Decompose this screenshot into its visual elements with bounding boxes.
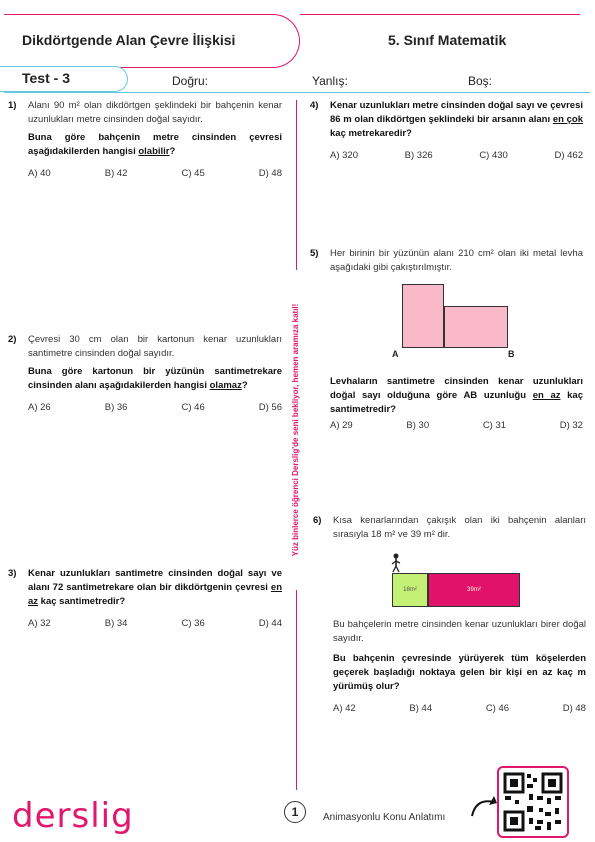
question-1 [8,99,282,181]
question-5 [310,247,583,275]
question-ask: Kenar uzunlukları santimetre cinsinden doğal sayı ve alanı 72 santimetrekare olan bir dikdörtgenin çevresi en az kaç santimetredir? [28,568,282,607]
option-c[interactable]: C) 36 [181,618,205,629]
question-intro: Çevresi 30 cm olan bir kartonun kenar uzunlukları santimetre cinsinden doğal sayıdır. [28,334,282,359]
question-ask: Buna göre bahçenin metre cinsinden çevresi aşağıdakilerden hangisi olabilir? [28,132,282,157]
metal-plates-figure [392,282,522,362]
option-c[interactable]: C) 46 [485,703,510,714]
question-intro: Her birinin bir yüzünün alanı 210 cm² olan iki metal levha aşağıdaki gibi çakıştırılmıştır. [330,248,583,273]
qr-code[interactable] [497,766,569,838]
option-d[interactable]: D) 56 [258,402,282,413]
answer-options [330,419,583,433]
question-intro: Alanı 90 m² olan dikdörtgen şeklindeki bir bahçenin kenar uzunlukları metre cinsinden doğal sayıdır. [28,100,282,125]
option-c[interactable]: C) 31 [482,420,507,431]
option-c[interactable]: C) 430 [479,150,508,161]
option-d[interactable]: D) 44 [258,618,282,629]
option-b[interactable]: B) 326 [404,150,433,161]
option-a[interactable]: A) 42 [333,703,356,714]
subject-title: 5. Sınıf Matematik [388,32,507,48]
question-ask: Buna göre kartonun bir yüzünün santimetrekare cinsinden alanı aşağıdakilerden hangisi olamaz? [28,366,282,391]
answer-options [333,702,586,716]
question-number: 5) [310,248,319,259]
question-6 [313,514,586,542]
option-a[interactable]: A) 29 [330,420,353,431]
question-number: 3) [8,568,17,579]
option-a[interactable]: A) 320 [330,150,358,161]
question-ask: Kenar uzunlukları metre cinsinden doğal sayı ve çevresi 86 m olan dikdörtgen şeklindeki bir arsanın alanı en çok kaç metrekaredir? [330,100,583,139]
point-a-label: A [392,349,399,359]
question-2 [8,333,282,415]
garden-large: 39m² [428,573,520,607]
animation-link[interactable]: Animasyonlu Konu Anlatımı [323,812,446,823]
page-title: Dikdörtgende Alan Çevre İlişkisi [22,32,236,48]
gardens-figure [390,553,525,613]
option-d[interactable]: D) 48 [258,168,282,179]
correct-label: Doğru: [172,74,209,88]
option-b[interactable]: B) 30 [406,420,430,431]
answer-options [330,149,583,163]
header-line [300,14,580,15]
question-3 [8,567,282,631]
option-b[interactable]: B) 36 [104,402,128,413]
walking-person-icon [390,553,402,573]
question-4 [310,99,583,163]
question-number: 6) [313,515,322,526]
question-intro-2: Bu bahçelerin metre cinsinden kenar uzunlukları birer doğal sayıdır. [333,619,586,644]
curved-arrow-icon [470,794,498,818]
qr-code-icon [499,768,567,836]
question-ask: Levhaların santimetre cinsinden kenar uzunlukları doğal sayı olduğuna göre AB uzunluğu en az kaç santimetredir? [330,376,583,415]
test-label: Test - 3 [22,70,70,86]
answer-options [28,617,282,631]
question-number: 1) [8,100,17,111]
score-line [4,92,590,93]
blank-label: Boş: [468,74,493,88]
question-ask: Bu bahçenin çevresinde yürüyerek tüm köşelerden geçerek başladığı noktaya gelen bir kişi en az kaç m yürümüş olur? [333,653,586,692]
option-a[interactable]: A) 40 [28,168,51,179]
plate-wide [444,306,508,348]
option-d[interactable]: D) 48 [562,703,586,714]
answer-options [28,167,282,181]
option-b[interactable]: B) 44 [409,703,433,714]
option-d[interactable]: D) 462 [554,150,583,161]
option-c[interactable]: C) 46 [181,402,205,413]
question-6-ask [333,618,586,716]
plate-tall [402,284,444,348]
side-banner-text: Yüz binlerce öğrenci Derslig'de seni bekliyor, hemen aramıza katıl! [291,303,300,557]
option-d[interactable]: D) 32 [559,420,583,431]
derslig-logo: derslig [12,796,134,836]
question-intro: Kısa kenarlarından çakışık olan iki bahçenin alanları sırasıyla 18 m² ve 39 m² dir. [333,515,586,540]
page-number: 1 [284,801,306,823]
option-b[interactable]: B) 34 [104,618,128,629]
garden-small: 18m² [392,573,428,607]
point-b-label: B [508,349,515,359]
option-b[interactable]: B) 42 [104,168,128,179]
wrong-label: Yanlış: [312,74,348,88]
option-c[interactable]: C) 45 [181,168,205,179]
option-a[interactable]: A) 32 [28,618,51,629]
question-number: 4) [310,100,319,111]
question-number: 2) [8,334,17,345]
option-a[interactable]: A) 26 [28,402,51,413]
question-5-ask [330,375,583,433]
answer-options [28,401,282,415]
